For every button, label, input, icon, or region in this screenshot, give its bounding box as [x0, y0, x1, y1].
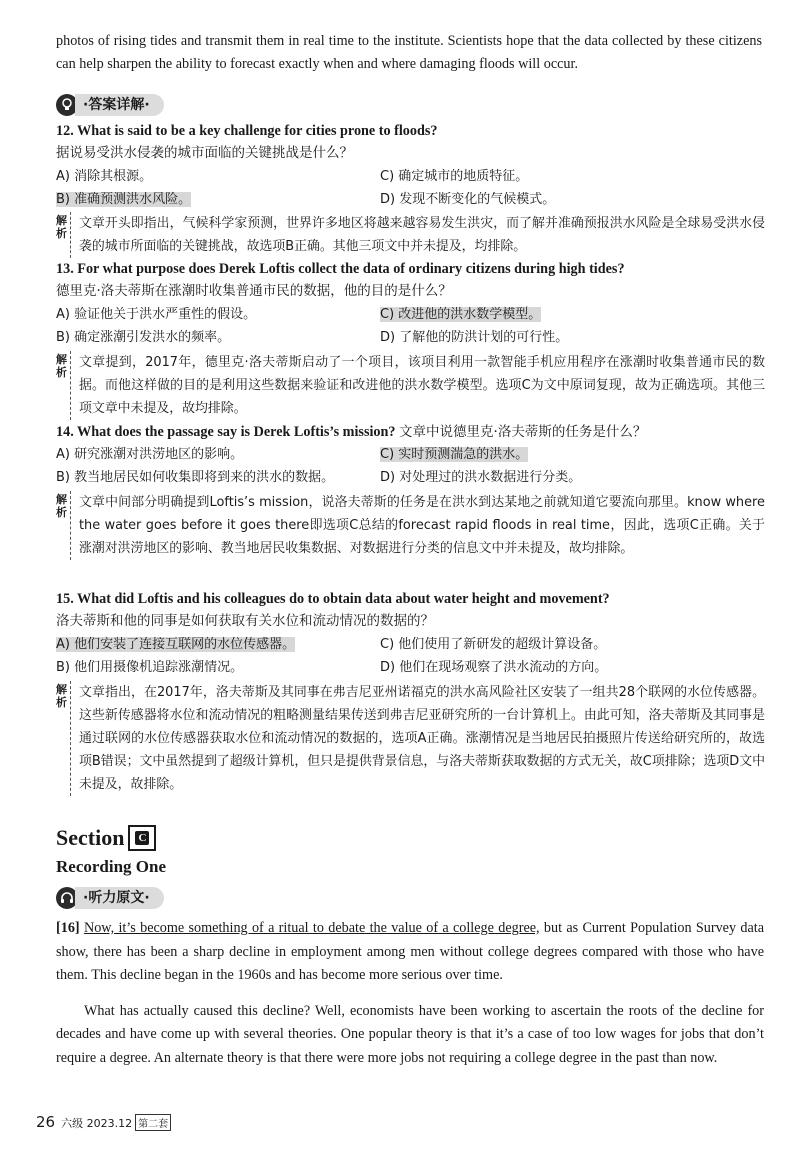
- question-text: What does the passage say is Derek Loftis’s mission?: [77, 424, 396, 440]
- question-number: 14.: [56, 424, 74, 440]
- option: A) 研究涨潮对洪涝地区的影响。: [56, 447, 244, 462]
- question-15: [56, 588, 766, 679]
- section-label: Section: [56, 825, 125, 850]
- question-13: [56, 258, 766, 349]
- option: C) 确定城市的地质特征。: [380, 169, 529, 184]
- question-translation: 德里克·洛夫蒂斯在涨潮时收集普通市民的数据，他的目的是什么？: [56, 283, 452, 299]
- question-12: [56, 120, 766, 211]
- explanation-text: 文章开头即指出，气候科学家预测，世界许多地区将越来越容易发生洪灾，而了解并准确预报洪水风险是全球易受洪水侵袭的城市所面临的关键挑战，故选项B正确。其他三项文中并未提及，均排除。: [70, 212, 765, 258]
- answer-section-header: [56, 94, 164, 116]
- correct-option: B) 准确预测洪水风险。: [56, 192, 192, 207]
- option: B) 确定涨潮引发洪水的频率。: [56, 330, 231, 345]
- option: D) 他们在现场观察了洪水流动的方向。: [380, 660, 608, 675]
- question-marker: [16]: [56, 920, 80, 936]
- explanation-12: [56, 212, 768, 258]
- transcript-section-header: [56, 887, 164, 909]
- correct-option: A) 他们安装了连接互联网的水位传感器。: [56, 637, 296, 652]
- explanation-13: [56, 351, 768, 420]
- edition-label: 第二套: [135, 1114, 171, 1131]
- options-grid: [56, 633, 766, 679]
- explanation-text: 文章指出，在2017年，洛夫蒂斯及其同事在弗吉尼亚州诺福克的洪水高风险社区安装了一组共28个联网的水位传感器。这些新传感器将水位和流动情况的粗略测量结果传送到弗吉尼亚研究所的一台计算机上。由此可知，洛夫蒂斯及其同事是通过联网的水位传感器获取水位和流动情况的数据的，选项A正确。涨潮情况是当地居民拍摄照片传送给研究所的，故选项B错误；文中虽然提到了超级计算机，但只是提供背景信息，与洛夫蒂斯获取数据的方式无关，故C项排除；选项D文中未提及，故排除。: [70, 681, 765, 796]
- option: B) 教当地居民如何收集即将到来的洪水的数据。: [56, 470, 335, 485]
- correct-option: C) 实时预测湍急的洪水。: [380, 447, 529, 462]
- explanation-tag: 解析: [56, 683, 67, 709]
- question-number: 13.: [56, 261, 74, 277]
- section-letter: C: [135, 831, 149, 845]
- options-grid: [56, 165, 766, 211]
- explanation-text: 文章提到，2017年，德里克·洛夫蒂斯启动了一个项目，该项目利用一款智能手机应用程序在涨潮时收集普通市民的数据。而他这样做的目的是利用这些数据来验证和改进他的洪水数学模型。选项C为文中原词复现，故为正确选项。其他三项文章中未提及，故均排除。: [70, 351, 765, 420]
- issue-label: 六级 2023.12: [61, 1117, 133, 1130]
- option: C) 他们使用了新研发的超级计算设备。: [380, 637, 607, 652]
- intro-paragraph: photos of rising tides and transmit them in real time to the institute. Scientists hope that the data collected by these citizens can help sharpen the ability to forecast exactly when and where damaging floods will occur.: [56, 33, 762, 72]
- transcript-paragraph-1: [16] Now, it’s become something of a ritual to debate the value of a college degree, but as Current Population Survey data show, there has been a sharp decline in employment among men without college degrees compared with those who have them. This decline began in the 1960s and has become more serious over time.: [56, 920, 765, 983]
- section-heading: [56, 825, 156, 851]
- explanation-text: 文章中间部分明确提到Loftis’s mission，说洛夫蒂斯的任务是在洪水到达某地之前就知道它要流向那里。know where the water goes before it goes there即选项C总结的forecast rapid floods in real time，因此，选项C正确。关于涨潮对洪涝地区的影响、教当地居民收集数据、对数据进行分类的信息文中并未提及，故均排除。: [70, 491, 765, 560]
- options-grid: [56, 443, 766, 489]
- transcript-paragraph-2: What has actually caused this decline? Well, economists have been working to ascertain the roots of the decline for decades and have come up with several theories. One popular theory is that it’s a case of too low wages for jobs that don’t require a degree. An alternate theory is that there were more jobs not requiring a college degree in the past than now.: [56, 1002, 764, 1066]
- section-letter-box: [128, 825, 156, 851]
- option: A) 验证他关于洪水严重性的假设。: [56, 307, 257, 322]
- question-text: What did Loftis and his colleagues do to obtain data about water height and movement?: [77, 591, 610, 607]
- page-footer: [36, 1113, 171, 1131]
- explanation-15: [56, 681, 768, 796]
- answer-section-title: ·答案详解·: [75, 94, 164, 116]
- explanation-14: [56, 491, 768, 560]
- transcript-section-title: ·听力原文·: [75, 887, 164, 909]
- transcript: [56, 917, 764, 1070]
- question-number: 15.: [56, 591, 74, 607]
- options-grid: [56, 303, 766, 349]
- underlined-sentence: Now, it’s become something of a ritual to debate the value of a college degree,: [83, 920, 540, 936]
- question-translation: 洛夫蒂斯和他的同事是如何获取有关水位和流动情况的数据的？: [56, 613, 434, 629]
- option: D) 发现不断变化的气候模式。: [380, 192, 556, 207]
- correct-option: C) 改进他的洪水数学模型。: [380, 307, 542, 322]
- option: B) 他们用摄像机追踪涨潮情况。: [56, 660, 244, 675]
- question-translation: 文章中说德里克·洛夫蒂斯的任务是什么？: [399, 424, 647, 440]
- explanation-tag: 解析: [56, 214, 67, 240]
- question-number: 12.: [56, 123, 74, 139]
- explanation-tag: 解析: [56, 353, 67, 379]
- question-translation: 据说易受洪水侵袭的城市面临的关键挑战是什么？: [56, 145, 353, 161]
- option: D) 对处理过的洪水数据进行分类。: [380, 470, 582, 485]
- option: D) 了解他的防洪计划的可行性。: [380, 330, 569, 345]
- option: A) 消除其根源。: [56, 169, 153, 184]
- explanation-tag: 解析: [56, 493, 67, 519]
- recording-title: Recording One: [56, 857, 167, 876]
- page-number: 26: [36, 1113, 56, 1131]
- question-text: What is said to be a key challenge for cities prone to floods?: [77, 123, 438, 139]
- question-14: [56, 421, 766, 489]
- question-text: For what purpose does Derek Loftis collect the data of ordinary citizens during high tides?: [77, 261, 625, 277]
